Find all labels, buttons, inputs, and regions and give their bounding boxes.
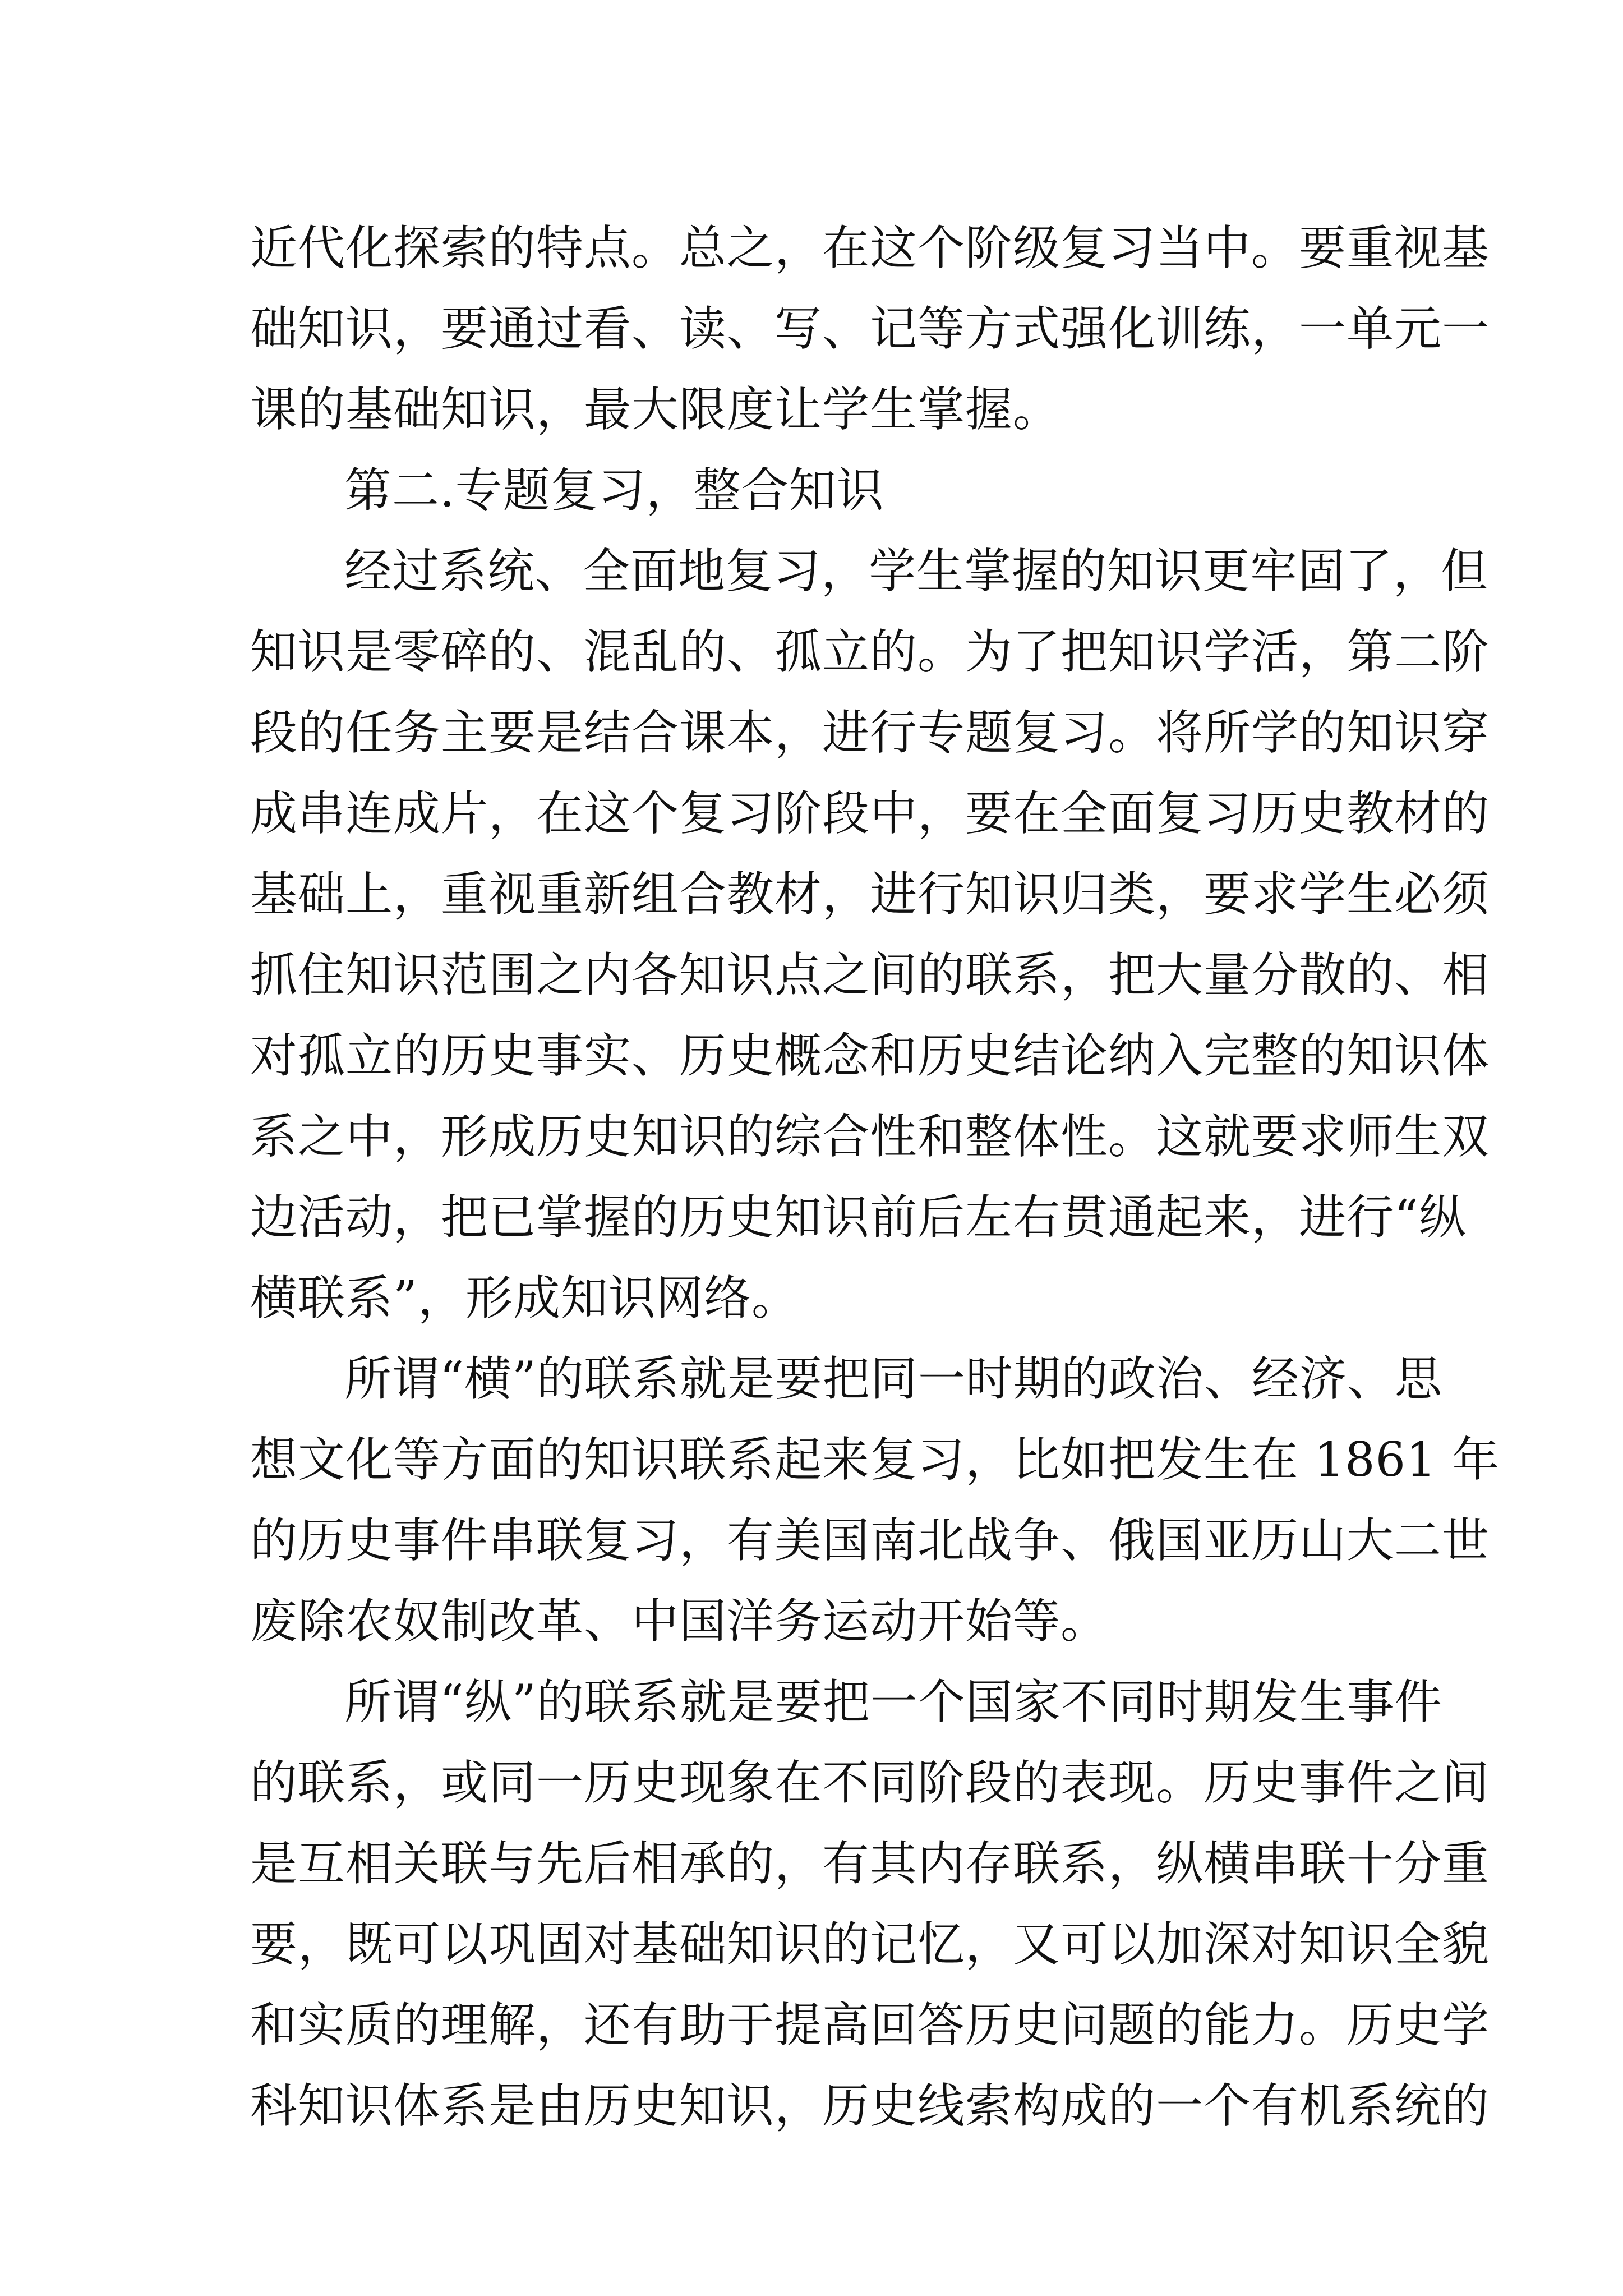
text-line: 边活动，把已掌握的历史知识前后左右贯通起来，进行“纵 — [250, 1190, 1467, 1245]
text-line: 要，既可以巩固对基础知识的记忆，又可以加深对知识全貌 — [250, 1917, 1490, 1972]
text-line: 的联系，或同一历史现象在不同阶段的表现。历史事件之间 — [250, 1755, 1490, 1810]
text-line: 横联系”，形成知识网络。 — [250, 1271, 799, 1326]
text-line: 段的任务主要是结合课本，进行专题复习。将所学的知识穿 — [250, 705, 1490, 760]
text-line: 的历史事件串联复习，有美国南北战争、俄国亚历山大二世 — [250, 1513, 1490, 1568]
text-line: 所谓“纵”的联系就是要把一个国家不同时期发生事件 — [344, 1674, 1442, 1729]
text-line: 科知识体系是由历史知识，历史线索构成的一个有机系统的 — [250, 2078, 1490, 2133]
document-body — [250, 208, 1500, 2146]
text-line: 基础上，重视重新组合教材，进行知识归类，要求学生必须 — [250, 867, 1490, 922]
text-line: 所谓“横”的联系就是要把同一时期的政治、经济、思 — [344, 1351, 1442, 1406]
text-line: 经过系统、全面地复习，学生掌握的知识更牢固了，但 — [344, 544, 1489, 599]
text-line: 废除农奴制改革、中国洋务运动开始等。 — [250, 1594, 1109, 1649]
text-line: 系之中，形成历史知识的综合性和整体性。这就要求师生双 — [250, 1109, 1490, 1164]
text-line: 是互相关联与先后相承的，有其内存联系，纵横串联十分重 — [250, 1836, 1490, 1891]
text-line: 课的基础知识，最大限度让学生掌握。 — [250, 382, 1061, 437]
text-line: 近代化探索的特点。总之，在这个阶级复习当中。要重视基 — [250, 220, 1490, 275]
text-line: 抓住知识范围之内各知识点之间的联系，把大量分散的、相 — [250, 947, 1490, 1002]
text-line: 对孤立的历史事实、历史概念和历史结论纳入完整的知识体 — [250, 1028, 1490, 1083]
text-line: 和实质的理解，还有助于提高回答历史问题的能力。历史学 — [250, 1998, 1490, 2053]
text-line: 第二.专题复习，整合知识 — [344, 463, 884, 518]
text-line: 础知识，要通过看、读、写、记等方式强化训练，一单元一 — [250, 301, 1490, 356]
text-line: 知识是零碎的、混乱的、孤立的。为了把知识学活，第二阶 — [250, 624, 1490, 679]
text-line: 成串连成片，在这个复习阶段中，要在全面复习历史教材的 — [250, 786, 1490, 841]
text-line: 想文化等方面的知识联系起来复习，比如把发生在 1861 年 — [250, 1432, 1500, 1487]
